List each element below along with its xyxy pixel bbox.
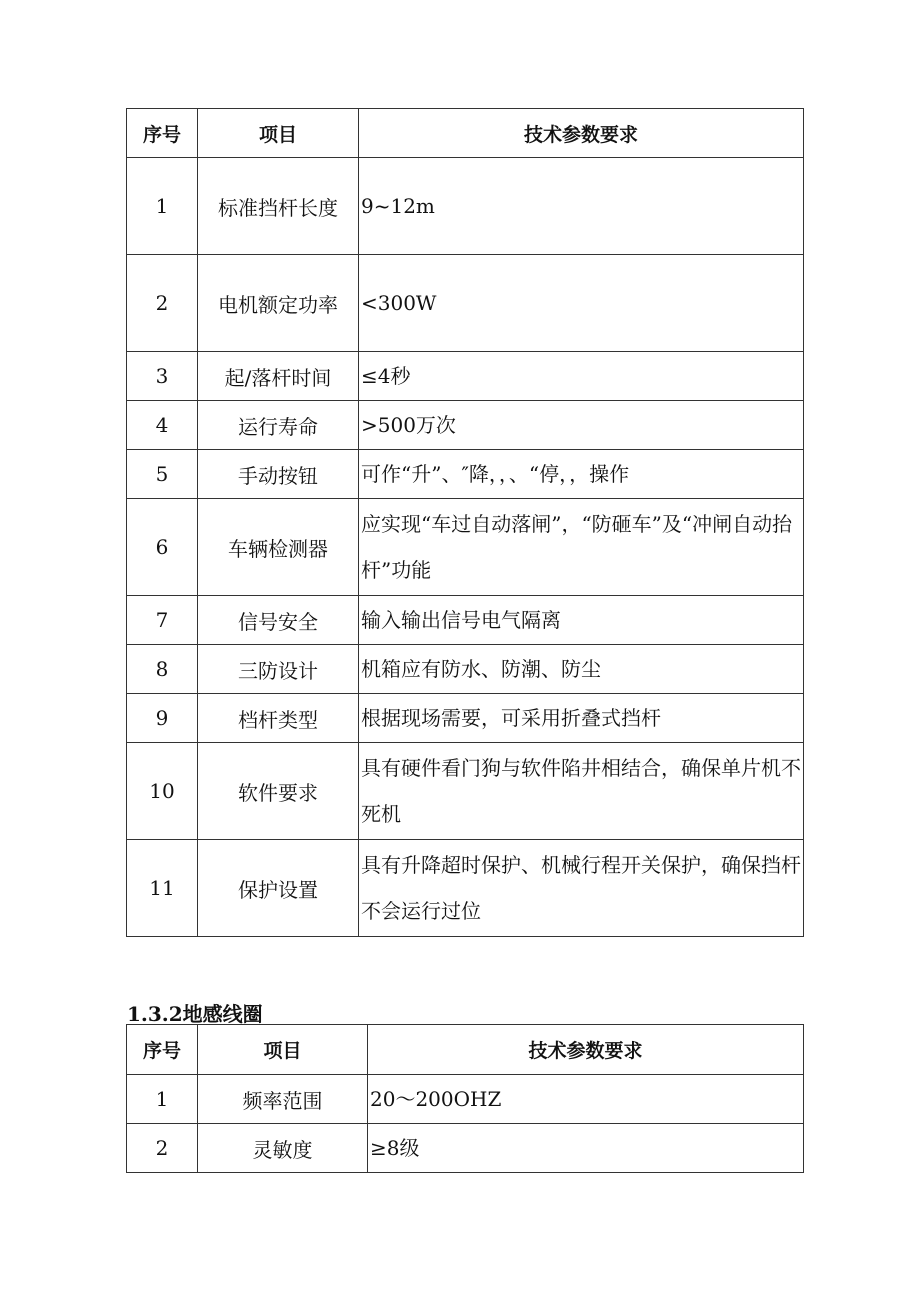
header-index: 序号 <box>127 1025 198 1075</box>
row-item: 频率范围 <box>198 1075 368 1124</box>
row-index: 6 <box>127 499 198 596</box>
parameter-table-barrier <box>126 108 804 937</box>
row-requirement: 可作“升”、″降，，、“停，，操作 <box>359 450 804 499</box>
row-index: 2 <box>127 255 198 352</box>
row-index: 4 <box>127 401 198 450</box>
row-requirement: 应实现“车过自动落闸”，“防砸车”及“冲闸自动抬杆”功能 <box>359 499 804 596</box>
row-index: 7 <box>127 596 198 645</box>
row-requirement: ≥8级 <box>368 1124 804 1173</box>
row-requirement: 20～200OHZ <box>368 1075 804 1124</box>
header-item: 项目 <box>198 109 359 158</box>
row-index: 9 <box>127 694 198 743</box>
row-item: 三防设计 <box>198 645 359 694</box>
row-requirement: 具有升降超时保护、机械行程开关保护，确保挡杆不会运行过位 <box>359 840 804 937</box>
row-index: 1 <box>127 1075 198 1124</box>
table-row <box>127 596 804 645</box>
row-item: 车辆检测器 <box>198 499 359 596</box>
row-index: 5 <box>127 450 198 499</box>
row-requirement: 9~12m <box>359 158 804 255</box>
header-index: 序号 <box>127 109 198 158</box>
row-item: 档杆类型 <box>198 694 359 743</box>
table-row <box>127 255 804 352</box>
table-header-row <box>127 1025 804 1075</box>
table-row <box>127 1075 804 1124</box>
row-item: 手动按钮 <box>198 450 359 499</box>
row-requirement: 具有硬件看门狗与软件陷井相结合，确保单片机不死机 <box>359 743 804 840</box>
table-row <box>127 499 804 596</box>
row-index: 8 <box>127 645 198 694</box>
row-index: 10 <box>127 743 198 840</box>
table-row <box>127 158 804 255</box>
table-row <box>127 401 804 450</box>
row-requirement: 输入输出信号电气隔离 <box>359 596 804 645</box>
row-item: 保护设置 <box>198 840 359 937</box>
row-item: 信号安全 <box>198 596 359 645</box>
row-requirement: 根据现场需要，可采用折叠式挡杆 <box>359 694 804 743</box>
row-requirement: >500万次 <box>359 401 804 450</box>
row-index: 2 <box>127 1124 198 1173</box>
row-index: 3 <box>127 352 198 401</box>
row-item: 灵敏度 <box>198 1124 368 1173</box>
row-item: 标准挡杆长度 <box>198 158 359 255</box>
header-requirement: 技术参数要求 <box>368 1025 804 1075</box>
table-row <box>127 840 804 937</box>
row-item: 运行寿命 <box>198 401 359 450</box>
table-row <box>127 743 804 840</box>
table-row <box>127 1124 804 1173</box>
table-row <box>127 645 804 694</box>
section-heading: 1.3.2地感线圈 <box>127 1002 263 1026</box>
row-item: 电机额定功率 <box>198 255 359 352</box>
row-index: 1 <box>127 158 198 255</box>
row-index: 11 <box>127 840 198 937</box>
row-requirement: <300W <box>359 255 804 352</box>
table-row <box>127 450 804 499</box>
parameter-table-loop <box>126 1024 804 1173</box>
table-row <box>127 352 804 401</box>
row-item: 软件要求 <box>198 743 359 840</box>
table-row <box>127 694 804 743</box>
table-header-row <box>127 109 804 158</box>
row-requirement: ≤4秒 <box>359 352 804 401</box>
row-requirement: 机箱应有防水、防潮、防尘 <box>359 645 804 694</box>
row-item: 起/落杆时间 <box>198 352 359 401</box>
header-item: 项目 <box>198 1025 368 1075</box>
header-requirement: 技术参数要求 <box>359 109 804 158</box>
